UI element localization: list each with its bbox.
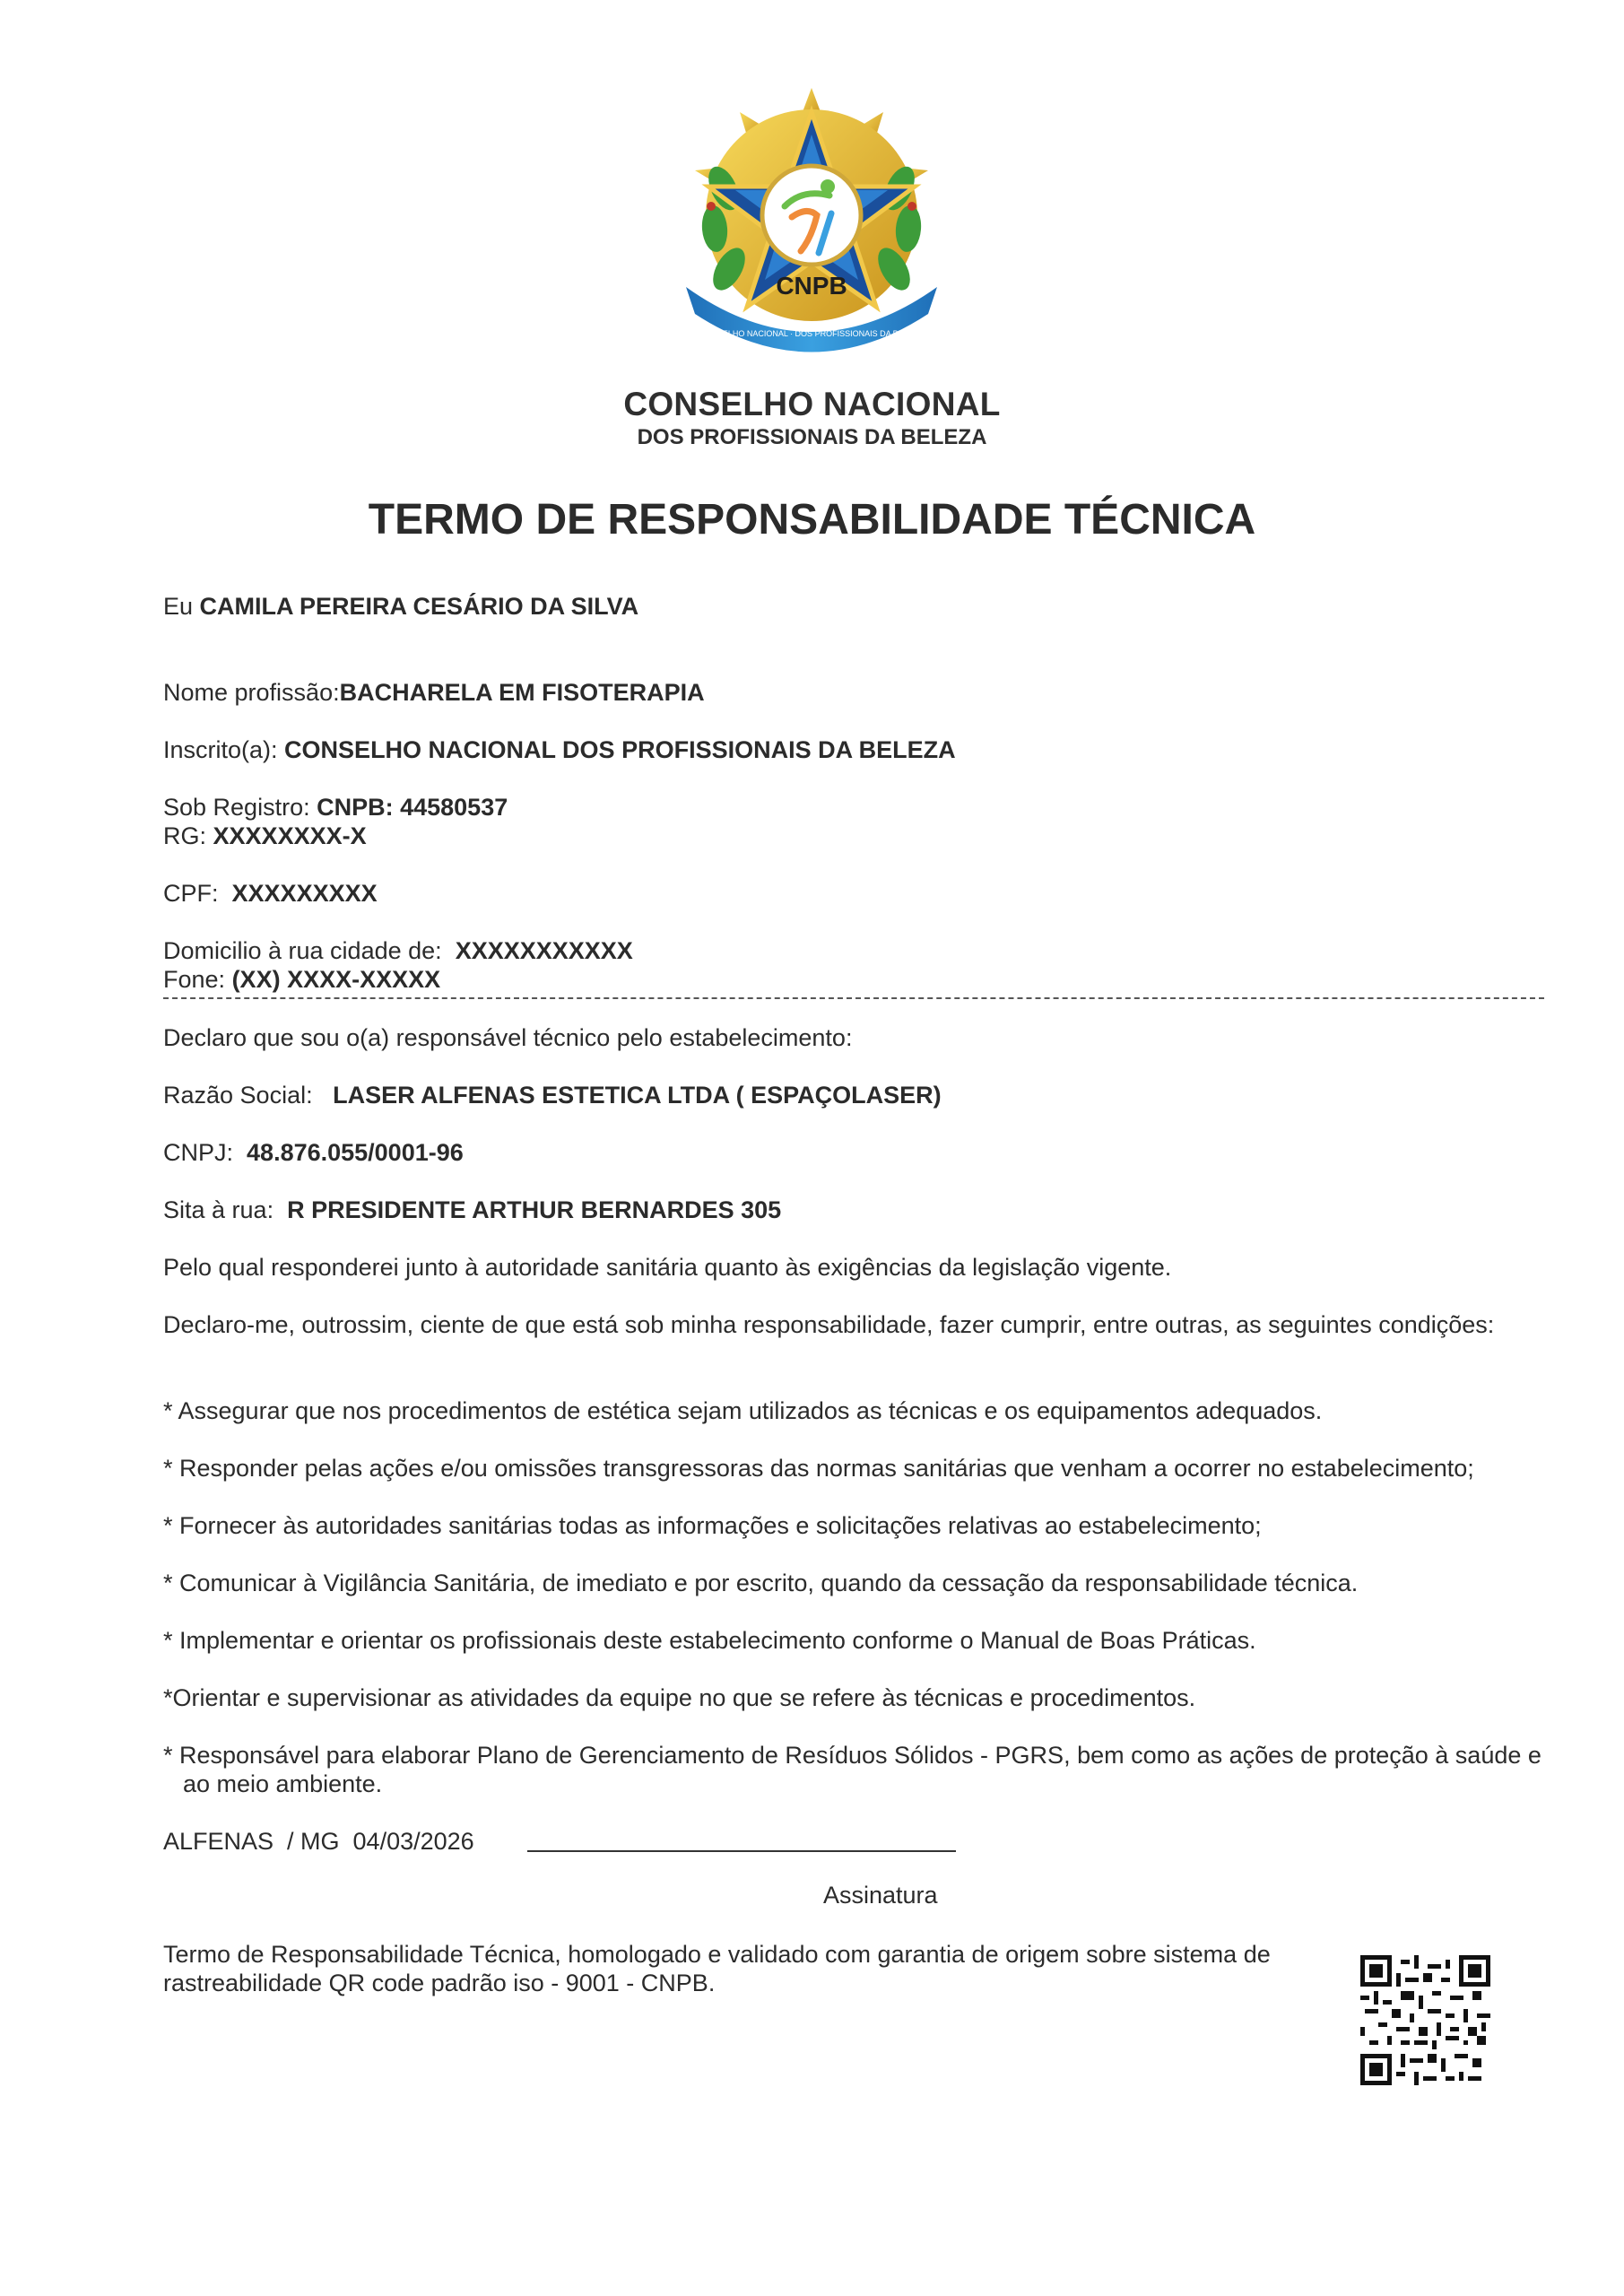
field-eu-value: CAMILA PEREIRA CESÁRIO DA SILVA [199,593,639,620]
declaration-paragraph-1: Pelo qual responderei junto à autoridade sanitária quanto às exigências da legislação vigente. [163,1254,1172,1281]
field-fone-value: (XX) XXXX-XXXXX [231,966,441,993]
field-eu [163,592,638,621]
field-rua-label: Sita à rua: [163,1196,274,1223]
field-cpf-label: CPF: [163,880,219,907]
field-cnpj-label: CNPJ: [163,1139,234,1166]
establishment-intro: Declaro que sou o(a) responsável técnico pelo estabelecimento: [163,1024,853,1051]
dashed-divider [163,997,1544,999]
declaration-item: * Responder pelas ações e/ou omissões transgressoras das normas sanitárias que venham a ocorrer no estabelecimento; [163,1455,1474,1482]
signature-label: Assinatura [823,1882,938,1909]
field-fone-label: Fone: [163,966,226,993]
field-profissao [163,678,705,707]
field-razao-label: Razão Social: [163,1082,313,1109]
declaration-item: *Orientar e supervisionar as atividades da equipe no que se refere às técnicas e procedimentos. [163,1684,1196,1711]
field-rg-label: RG: [163,822,207,849]
field-eu-label: Eu [163,593,194,620]
cnpb-emblem [659,81,964,377]
field-sita-rua [163,1196,781,1224]
field-inscrito-value: CONSELHO NACIONAL DOS PROFISSIONAIS DA BELEZA [284,736,956,763]
footer-note: Termo de Responsabilidade Técnica, homologado e validado com garantia de origem sobre sistema de rastreabilidade QR code padrão iso - 9001 - CNPB. [163,1941,1271,1996]
field-cpf-value: XXXXXXXXX [231,880,378,907]
emblem-ribbon-text: CONSELHO NACIONAL · DOS PROFISSIONAIS DA BELEZA [699,329,925,338]
signature-line [527,1850,956,1852]
field-profissao-value: BACHARELA EM FISOTERAPIA [339,679,705,706]
field-inscrito [163,735,956,764]
declaration-item: * Comunicar à Vigilância Sanitária, de imediato e por escrito, quando da cessação da responsabilidade técnica. [163,1570,1359,1596]
field-razao-social [163,1081,942,1109]
field-registro-label: Sob Registro: [163,794,310,821]
emblem-center-text: CNPB [776,272,847,300]
declaration-item: * Responsável para elaborar Plano de Gerenciamento de Resíduos Sólidos - PGRS, bem como as ações de proteção à saúde e ao meio ambiente. [163,1742,1541,1797]
org-name-line2: DOS PROFISSIONAIS DA BELEZA [637,425,987,449]
field-cpf [163,879,378,908]
field-domicilio [163,936,633,965]
field-rg [163,822,367,850]
field-razao-value: LASER ALFENAS ESTETICA LTDA ( ESPAÇOLASER) [333,1082,942,1109]
field-rg-value: XXXXXXXX-X [213,822,367,849]
field-domicilio-label: Domicilio à rua cidade de: [163,937,442,964]
field-profissao-label: Nome profissão: [163,679,340,706]
field-domicilio-value: XXXXXXXXXXX [455,937,633,964]
declaration-item: * Fornecer às autoridades sanitárias todas as informações e solicitações relativas ao estabelecimento; [163,1512,1262,1539]
qr-code [1360,1955,1490,2085]
document-title: TERMO DE RESPONSABILIDADE TÉCNICA [368,496,1256,544]
field-inscrito-label: Inscrito(a): [163,736,278,763]
place-date: ALFENAS / MG 04/03/2026 [163,1828,474,1855]
org-name-line1: CONSELHO NACIONAL [623,386,1001,422]
declaration-item: * Assegurar que nos procedimentos de estética sejam utilizados as técnicas e os equipamentos adequados. [163,1397,1323,1424]
declaration-item: * Implementar e orientar os profissionais deste estabelecimento conforme o Manual de Boas Práticas. [163,1627,1256,1654]
field-registro-value: CNPB: 44580537 [317,794,508,821]
field-fone [163,965,440,994]
field-cnpj [163,1138,464,1167]
field-cnpj-value: 48.876.055/0001-96 [247,1139,464,1166]
declaration-paragraph-2: Declaro-me, outrossim, ciente de que está sob minha responsabilidade, fazer cumprir, entre outras, as seguintes condições: [163,1311,1495,1338]
field-registro [163,793,508,822]
field-rua-value: R PRESIDENTE ARTHUR BERNARDES 305 [287,1196,782,1223]
